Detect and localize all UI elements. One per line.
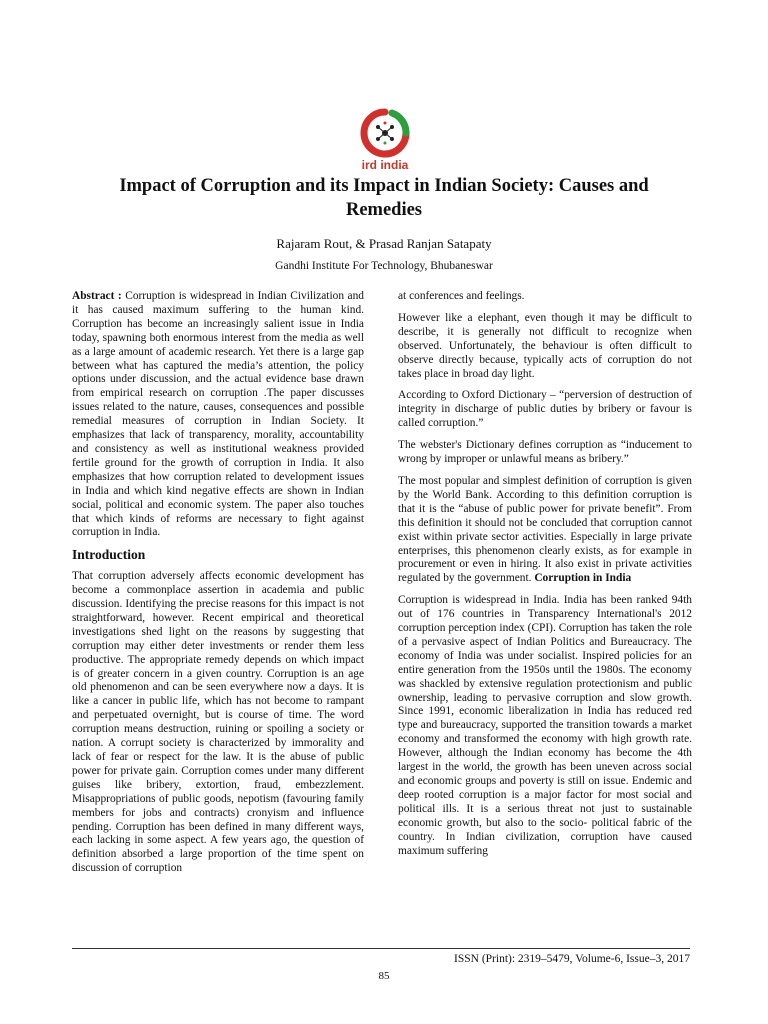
- footer-issn: ISSN (Print): 2319–5479, Volume-6, Issue–3, 2017: [454, 953, 690, 965]
- right-paragraph-3: The webster's Dictionary defines corruption as “inducement to wrong by improper or unlawful means as bribery.”: [398, 439, 692, 466]
- abstract-label: Abstract :: [72, 290, 122, 302]
- right-column: [398, 290, 692, 866]
- right-paragraph-5: Corruption is widespread in India. India has been ranked 94th out of 176 countries in Transparency International's 2012 corruption perception index (CPI). Corruption has taken the role of a pervasive aspect of Indian Politics and Bureaucracy. The economy of India was under socialist. Inspired policies for an entire generation from the 1950s until the 1980s. The economy was shackled by extensive regulation protectionism and public ownership, leading to pervasive corruption and slow growth. Since 1991, economic liberalization in India has reduced red type and bureaucracy, supported the transition towards a market economy and transformed the economy with high growth rate. However, although the Indian economy has become the 4th largest in the world, the growth has been uneven across social and economic groups and poverty is still on issue. Endemic and deep rooted corruption is a major factor for most social and political ills. It is a serious threat not just to sustainable economic growth, but also to the socio- political fabric of the country. In Indian civilization, corruption have caused maximum suffering: [398, 594, 692, 857]
- right-paragraph-2: According to Oxford Dictionary – “perversion of destruction of integrity in discharge of public duties by bribery or favour is called corruption.”: [398, 389, 692, 430]
- footer-rule: [72, 948, 690, 949]
- corruption-in-india-heading: Corruption in India: [534, 572, 632, 585]
- paper-affiliation: Gandhi Institute For Technology, Bhubaneswar: [275, 260, 493, 272]
- abstract-text: Corruption is widespread in Indian Civilization and it has caused maximum suffering to the human kind. Corruption has become an increasingly salient issue in India today, spawning both enormous interest from the media as well as a large amount of academic research. Yet there is a large gap between what has captured the media’s attention, the policy options under discussion, and the actual evidence base drawn from empirical research on corruption .The paper discusses issues related to the nature, causes, consequences and possible remedial measures of corruption in Indian Society. It emphasizes that lack of transparency, morality, accountability and consistency as well as institutional weakness provided fertile ground for the growth of corruption in India. It also emphasizes that how corruption related to development issues in India and which kind negative effects are shown in Indian social, political and economic system. The paper also touches that which kinds of reforms are necessary to fight against corruption in India.: [72, 290, 364, 539]
- right-paragraph-4: [398, 475, 692, 586]
- left-column: [72, 290, 364, 884]
- abstract-paragraph: [72, 290, 364, 540]
- ird-india-logo: [354, 108, 416, 170]
- logo-text: ird india: [361, 158, 409, 172]
- introduction-heading: Introduction: [72, 547, 146, 563]
- logo-ring-icon: [354, 108, 416, 158]
- right-paragraph-1: However like a elephant, even though it may be difficult to describe, it is generally not difficult to recognize when observed. Unfortunately, the behaviour is often difficult to observe directly because, typically acts of corruption do not takes place in broad day light.: [398, 311, 692, 380]
- paper-authors: Rajaram Rout, & Prasad Ranjan Satapaty: [276, 236, 492, 251]
- paper-title: Impact of Corruption and its Impact in Indian Society: Causes and Remedies: [119, 176, 649, 220]
- introduction-paragraph: That corruption adversely affects economic development has become a commonplace assertion in academia and public discussion. Identifying the precise reasons for this impact is not straightforward, however. Recent empirical and theoretical investigations shed light on the reasons by suggesting that corruption may either deter investments or render them less productive. The appropriate remedy depends on which impact is of greater concern in a given country. Corruption is an age old phenomenon and can be seen everywhere now a days. It is like a cancer in public life, which has not become to rampant and perpetuated overnight, but is course of time. The word corruption means destruction, ruining or spoiling a society or nation. A corrupt society is characterized by immorality and lack of fear or respect for the law. It is the abuse of public power for private gain. Corruption comes under many different guises like bribery, extortion, fraud, embezzlement. Misappropriations of public goods, nepotism (favouring family members for jobs and contracts) cronyism and influence pending. Corruption has been defined in many different ways, each lacking in some aspect. A few years ago, the question of definition absorbed a large proportion of the time spent on discussion of corruption: [72, 570, 364, 875]
- right-paragraph-4-text: The most popular and simplest definition of corruption is given by the World Bank. According to this definition corruption is that it is the “abuse of public power for private benefit”. From this definition it should not be concluded that corruption cannot exist within private sector activities. Especially in large private enterprises, this phenomenon clearly exists, as for example in procurement or even in hiring. It also exist in private activities regulated by the government.: [398, 474, 692, 585]
- right-paragraph-0: at conferences and feelings.: [398, 290, 525, 302]
- page-number: 85: [378, 970, 390, 982]
